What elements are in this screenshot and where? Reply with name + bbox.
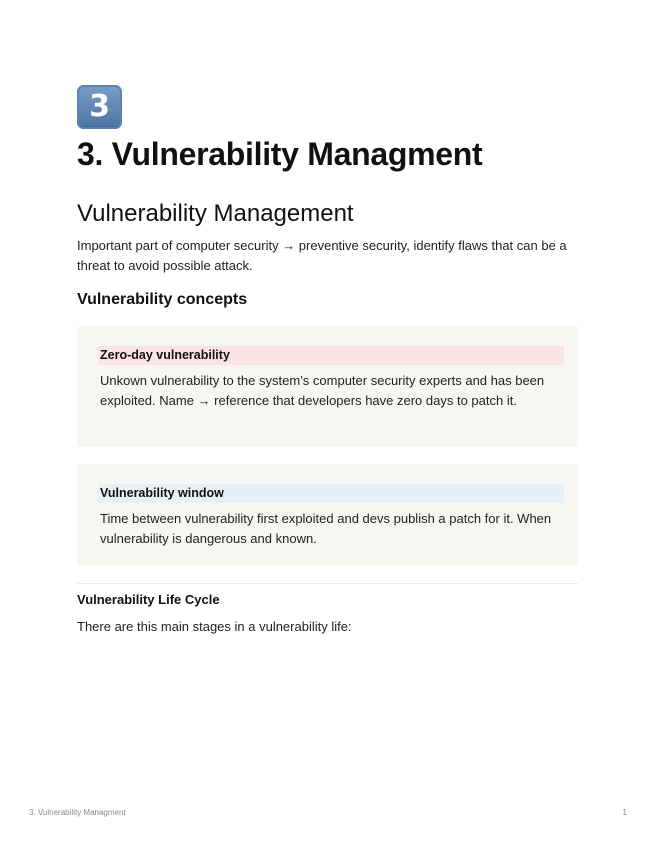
callout-vulnerability-window — [77, 464, 578, 566]
footer-doc-title: 3. Vulnerability Managment — [29, 808, 126, 817]
divider — [77, 583, 578, 584]
footer-page-number: 1 — [622, 808, 627, 817]
keycap-3-glyph: 3 — [89, 89, 110, 124]
section-heading: Vulnerability Management — [77, 200, 354, 227]
lifecycle-text: There are this main stages in a vulnerability life: — [77, 619, 352, 634]
callout-body-zero-day: Unkown vulnerability to the system’s computer security experts and has been exploited. Name → reference that developers have zero days to patch it. — [100, 373, 545, 408]
callout-title-zero-day: Zero-day vulnerability — [98, 346, 564, 365]
keycap-3-icon — [77, 85, 122, 129]
concepts-heading: Vulnerability concepts — [77, 291, 248, 308]
page-title: 3. Vulnerability Managment — [77, 136, 483, 172]
intro-paragraph: Important part of computer security → preventive security, identify flaws that can be a threat to avoid possible attack. — [77, 238, 567, 273]
callout-zero-day — [77, 326, 578, 447]
lifecycle-heading: Vulnerability Life Cycle — [77, 592, 220, 607]
callout-body-vulnerability-window: Time between vulnerability first exploited and devs publish a patch for it. When vulnerability is dangerous and known. — [100, 511, 552, 546]
callout-title-vulnerability-window: Vulnerability window — [98, 484, 564, 503]
